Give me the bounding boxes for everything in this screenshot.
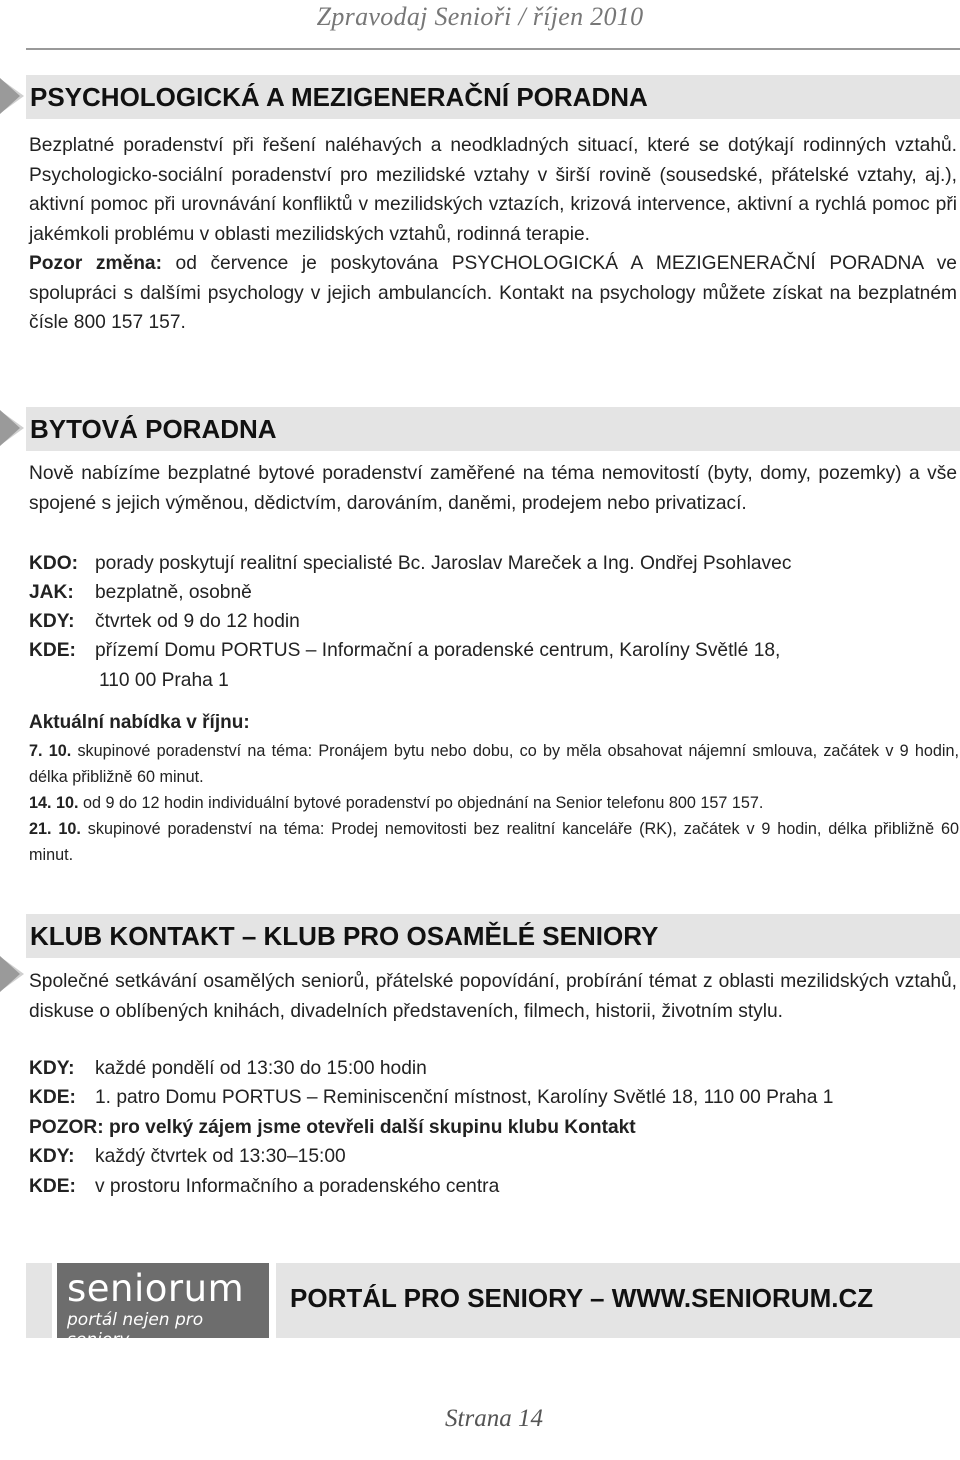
- portal-banner-text: PORTÁL PRO SENIORY – WWW.SENIORUM.CZ: [290, 1283, 874, 1313]
- info-kde-cont: 110 00 Praha 1: [99, 670, 229, 691]
- offer-item: 14. 10. od 9 do 12 hodin individuální bytové poradenství po objednání na Senior telefonu 800 157 157.: [29, 794, 764, 812]
- section-body-bytova: Nově nabízíme bezplatné bytové poradenství zaměřené na téma nemovitostí (byty, domy, pozemky) a vše spojené s jejich výměnou, dědictvím, darováním, daněmi, prodejem nebo privatizací.: [29, 463, 957, 514]
- info-kdy-2: KDY: každý čtvrtek od 13:30–15:00: [29, 1146, 346, 1167]
- banner-side-block: [26, 1263, 52, 1338]
- section-arrow-icon: [0, 78, 26, 114]
- seniorum-logo: [57, 1263, 269, 1350]
- info-kde: KDE: přízemí Domu PORTUS – Informační a poradenské centrum, Karolíny Světlé 18,: [29, 640, 781, 661]
- offer-title: Aktuální nabídka v říjnu:: [29, 712, 250, 733]
- info-kdy: KDY: čtvrtek od 9 do 12 hodin: [29, 611, 300, 632]
- info-kde-2: KDE: v prostoru Informačního a poradenského centra: [29, 1176, 500, 1197]
- page-header-title: Zpravodaj Senioři / říjen 2010: [316, 2, 644, 31]
- change-text: od července je poskytována PSYCHOLOGICKÁ A MEZIGENERAČNÍ PORADNA ve spolupráci s dalšími psychology v jejich ambulancích. Kontakt na psychology můžete získat na bezplatném čísle 800 157 157.: [29, 253, 957, 333]
- section-title-bytova: BYTOVÁ PORADNA: [30, 414, 277, 444]
- portal-banner: [276, 1263, 960, 1338]
- section-title-psychologicka: PSYCHOLOGICKÁ A MEZIGENERAČNÍ PORADNA: [30, 82, 648, 112]
- header-rule: [26, 48, 960, 50]
- offer-item: 7. 10. skupinové poradenství na téma: Pronájem bytu nebo dobu, co by měla obsahovat nájemní smlouva, začátek v 9 hodin, délka přibližně 60 minut.: [29, 742, 959, 786]
- section-body-klub: Společné setkávání osamělých seniorů, přátelské popovídání, probírání témat z oblasti mezilidských vztahů, diskuse o oblíbených knihách, divadelních představeních, filmech, historii, životním stylu.: [29, 971, 957, 1022]
- section-title-klub: KLUB KONTAKT – KLUB PRO OSAMĚLÉ SENIORY: [30, 921, 659, 951]
- change-label: Pozor změna:: [29, 253, 162, 274]
- body-text: Bezplatné poradenství při řešení naléhavých a neodkladných situací, které se dotýkají rodinných vztahů. Psychologicko-sociální poradenství pro mezilidské vztahy v širší rovině (sousedské, přátelské vztahy, aj.), aktivní pomoc při urovnávání konfliktů v mezilidských vztazích, krizová intervence, aktivní a rychlá pomoc při jakémkoli problému v oblasti mezilidských vztahů, rodinná terapie.: [29, 135, 957, 245]
- page-number: Strana 14: [445, 1405, 543, 1432]
- info-kde: KDE: 1. patro Domu PORTUS – Reminiscenční místnost, Karolíny Světlé 18, 110 00 Praha 1: [29, 1087, 834, 1108]
- section-arrow-icon: [0, 410, 26, 446]
- info-kdo: KDO: porady poskytují realitní specialisté Bc. Jaroslav Mareček a Ing. Ondřej Psohlavec: [29, 553, 792, 574]
- section-body-psychologicka: [29, 131, 957, 338]
- logo-tagline: portál nejen pro seniory: [67, 1310, 204, 1350]
- info-pozor: POZOR: pro velký zájem jsme otevřeli další skupinu klubu Kontakt: [29, 1117, 636, 1138]
- info-jak: JAK: bezplatně, osobně: [29, 582, 252, 603]
- info-kdy: KDY: každé pondělí od 13:30 do 15:00 hodin: [29, 1058, 427, 1079]
- logo-word: seniorum: [67, 1267, 245, 1310]
- offer-list: [29, 738, 959, 868]
- offer-item: 21. 10. skupinové poradenství na téma: Prodej nemovitosti bez realitní kanceláře (RK), začátek v 9 hodin, délka přibližně 60 minut.: [29, 820, 959, 864]
- section-arrow-icon: [0, 956, 26, 992]
